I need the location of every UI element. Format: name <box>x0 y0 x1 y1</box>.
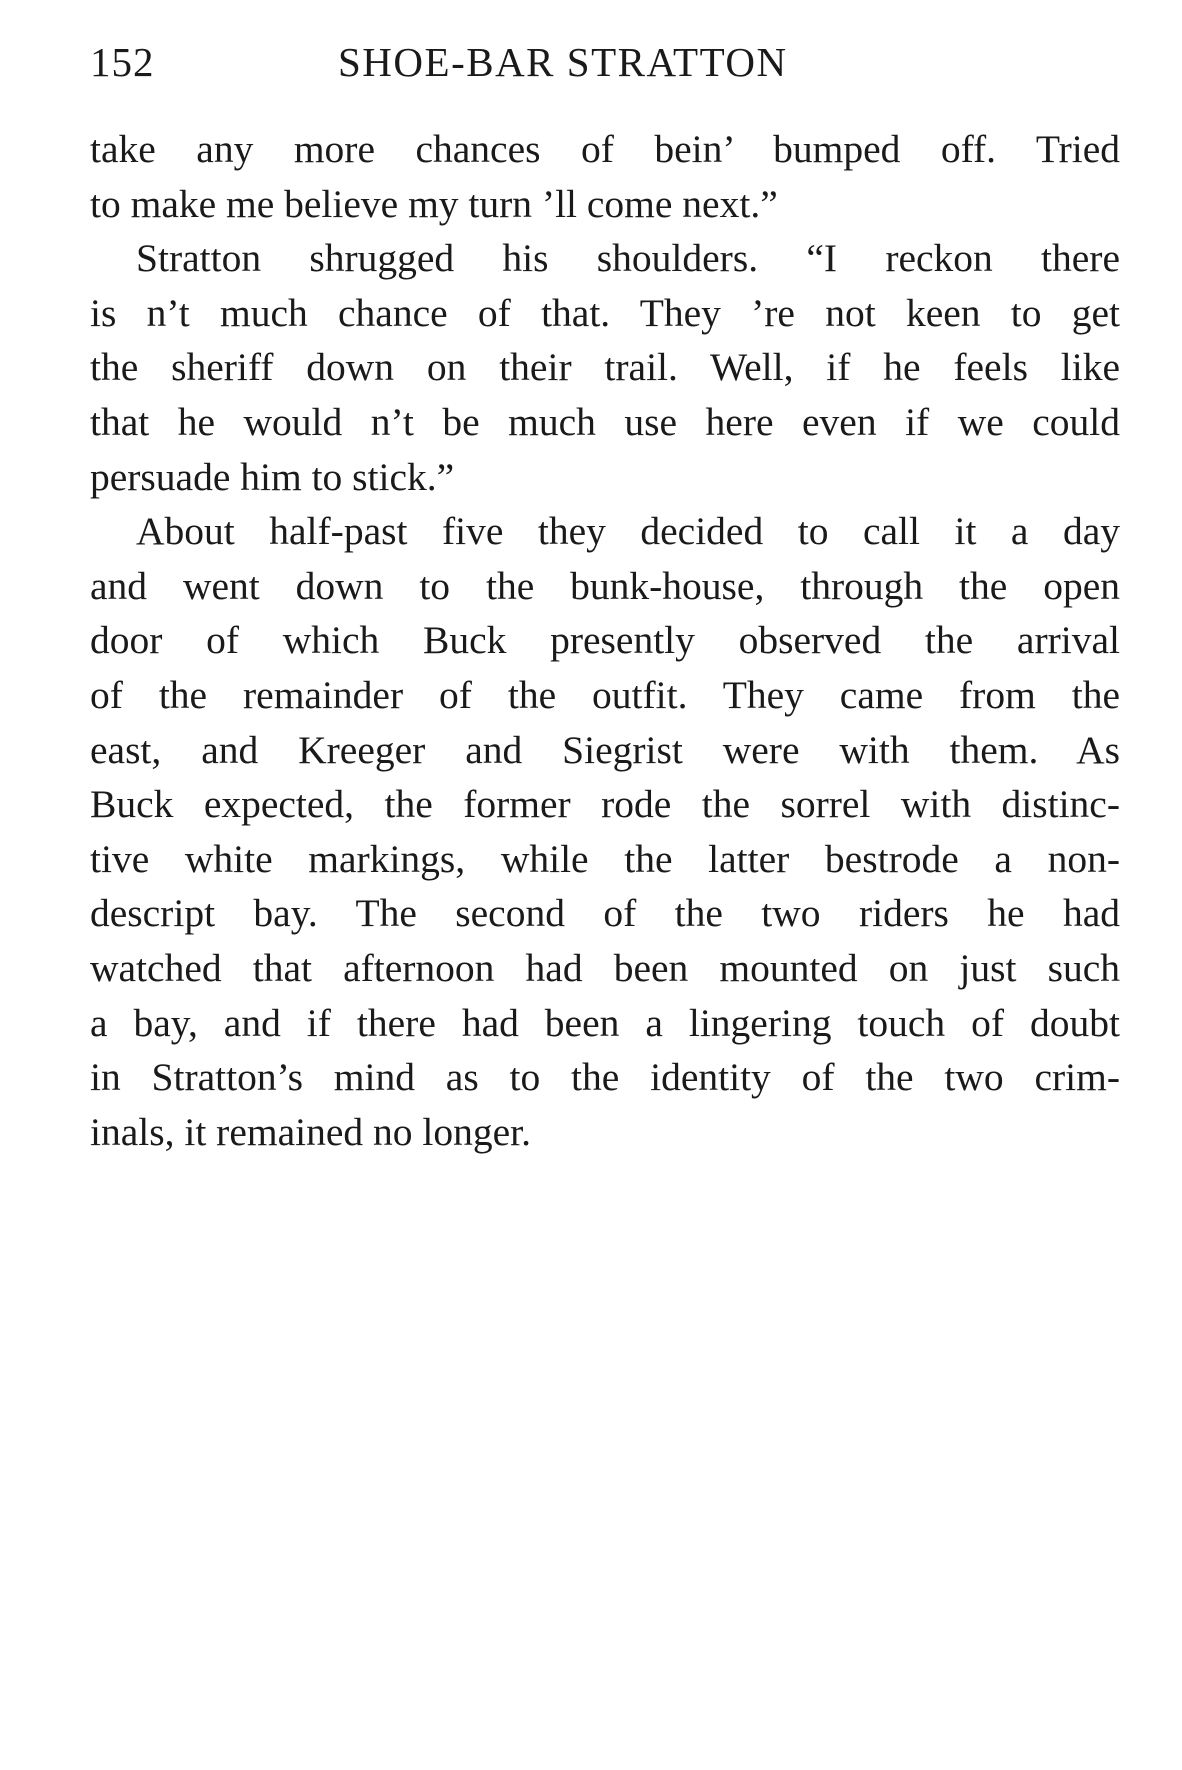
text-line: the sheriff down on their trail. Well, if he feels like <box>90 345 1120 390</box>
text-line: Buck expected, the former rode the sorrel with distinc- <box>90 782 1120 827</box>
text-line: of the remainder of the outfit. They came from the <box>90 672 1120 717</box>
text-line: take any more chances of bein’ bumped off. Tried <box>90 127 1120 171</box>
text-line: tive white markings, while the latter bestrode a non- <box>90 836 1120 881</box>
text-line: is n’t much chance of that. They ’re not keen to get <box>90 290 1120 335</box>
text-line: and went down to the bunk-house, through the open <box>90 563 1120 608</box>
running-title: SHOE-BAR STRATTON <box>338 39 788 85</box>
text-line: inals, it remained no longer. <box>90 1109 531 1154</box>
text-line: persuade him to stick.” <box>90 454 455 499</box>
text-line: a bay, and if there had been a lingering touch of doubt <box>90 1000 1120 1045</box>
text-line: About half-past five they decided to call it a day <box>136 509 1120 554</box>
body-text <box>90 122 1120 1159</box>
text-line: Stratton shrugged his shoulders. “I reckon there <box>136 236 1120 281</box>
text-line: descript bay. The second of the two riders he had <box>90 891 1120 936</box>
page-header <box>90 38 1120 98</box>
page-number: 152 <box>90 39 155 85</box>
text-line: watched that afternoon had been mounted on just such <box>90 945 1120 990</box>
text-line: door of which Buck presently observed the arrival <box>90 618 1120 663</box>
text-line: east, and Kreeger and Siegrist were with them. As <box>90 727 1120 772</box>
text-line: in Stratton’s mind as to the identity of the two crim- <box>90 1055 1120 1100</box>
text-line: to make me believe my turn ’ll come next.” <box>90 181 778 226</box>
text-line: that he would n’t be much use here even if we could <box>90 399 1120 444</box>
